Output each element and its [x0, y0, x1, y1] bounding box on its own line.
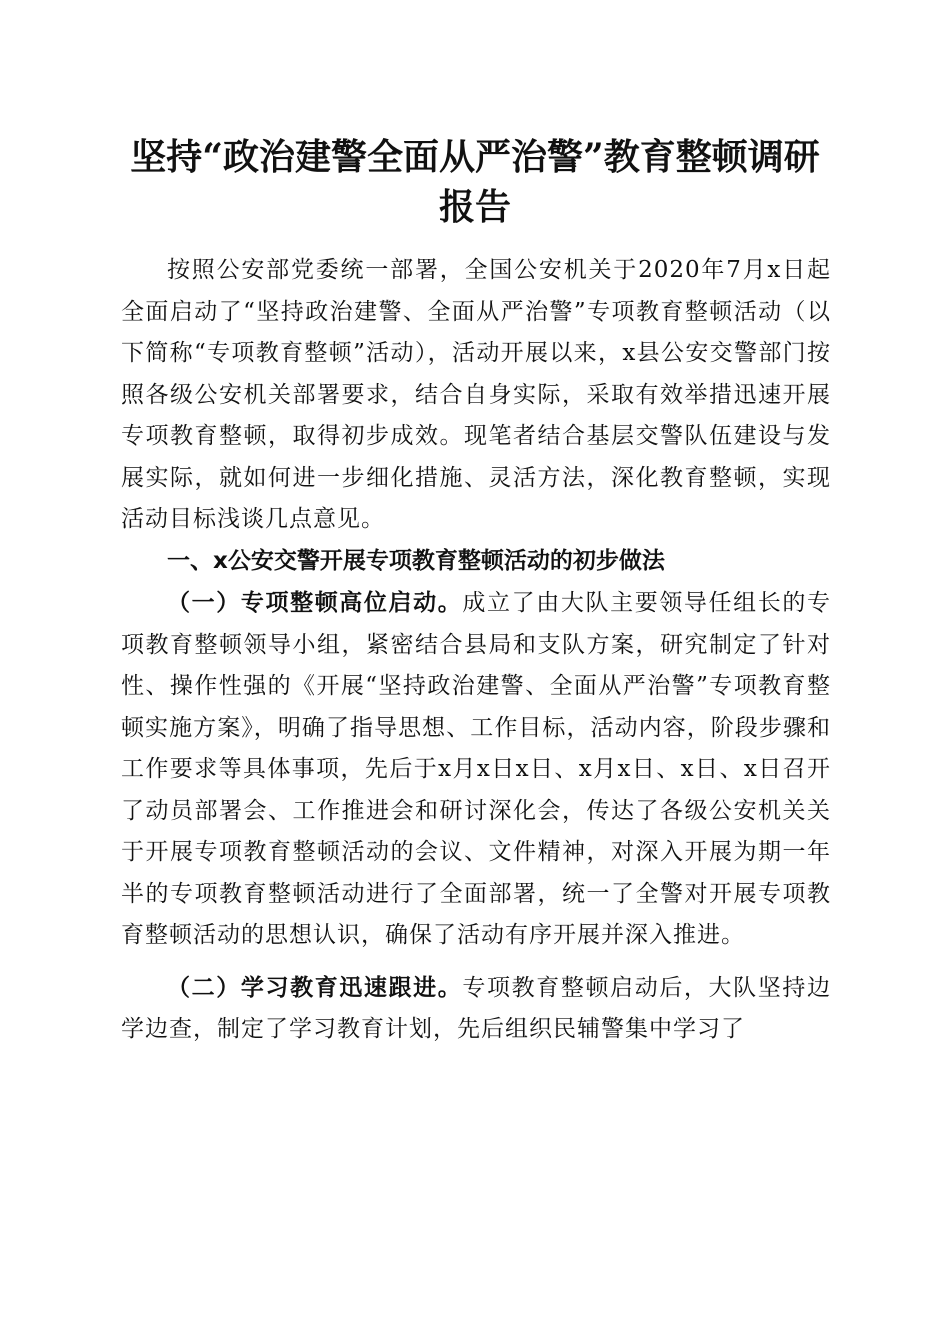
item-paragraph-2: [121, 967, 831, 1051]
item-2-text: 专项教育整顿启动后，大队坚持边学边查，制定了学习教育计划，先后组织民辅警集中学习了: [121, 974, 832, 1042]
item-1-text: 成立了由大队主要领导任组长的专项教育整顿领导小组，紧密结合县局和支队方案，研究制定了针对性、操作性强的《开展“坚持政治建警、全面从严治警”专项教育整顿实施方案》，明确了指导思想、工作目标，活动内容，阶段步骤和工作要求等具体事项，先后于x月x日x日、x月x日、x日、x日召开了动员部署会、工作推进会和研讨深化会，传达了各级公安机关关于开展专项教育整顿活动的会议、文件精神，对深入开展为期一年半的专项教育整顿活动进行了全面部署，统一了全警对开展专项教育整顿活动的思想认识，确保了活动有序开展并深入推进。: [121, 590, 832, 948]
title-line-1: 坚持“政治建警全面从严治警”教育整顿调研: [130, 136, 820, 178]
paragraph-gap: [121, 957, 831, 967]
document-title: [110, 132, 840, 232]
item-paragraph-1: [121, 582, 831, 957]
section-heading-1: 一、x公安交警开展专项教育整顿活动的初步做法: [167, 547, 665, 574]
item-2-lead: （二）学习教育迅速跟进。: [167, 973, 463, 1001]
title-line-2: 报告: [438, 186, 511, 228]
item-1-lead: （一）专项整顿高位启动。: [167, 589, 463, 616]
document-body: [121, 250, 831, 1051]
intro-paragraph: 按照公安部党委统一部署，全国公安机关于2020年7月x日起全面启动了“坚持政治建警、全面从严治警”专项教育整顿活动（以下简称“专项教育整顿”活动），活动开展以来，x县公安交警部门按照各级公安机关部署要求，结合自身实际，采取有效举措迅速开展专项教育整顿，取得初步成效。现笔者结合基层交警队伍建设与发展实际，就如何进一步细化措施、灵活方法，深化教育整顿，实现活动目标浅谈几点意见。: [121, 257, 831, 532]
